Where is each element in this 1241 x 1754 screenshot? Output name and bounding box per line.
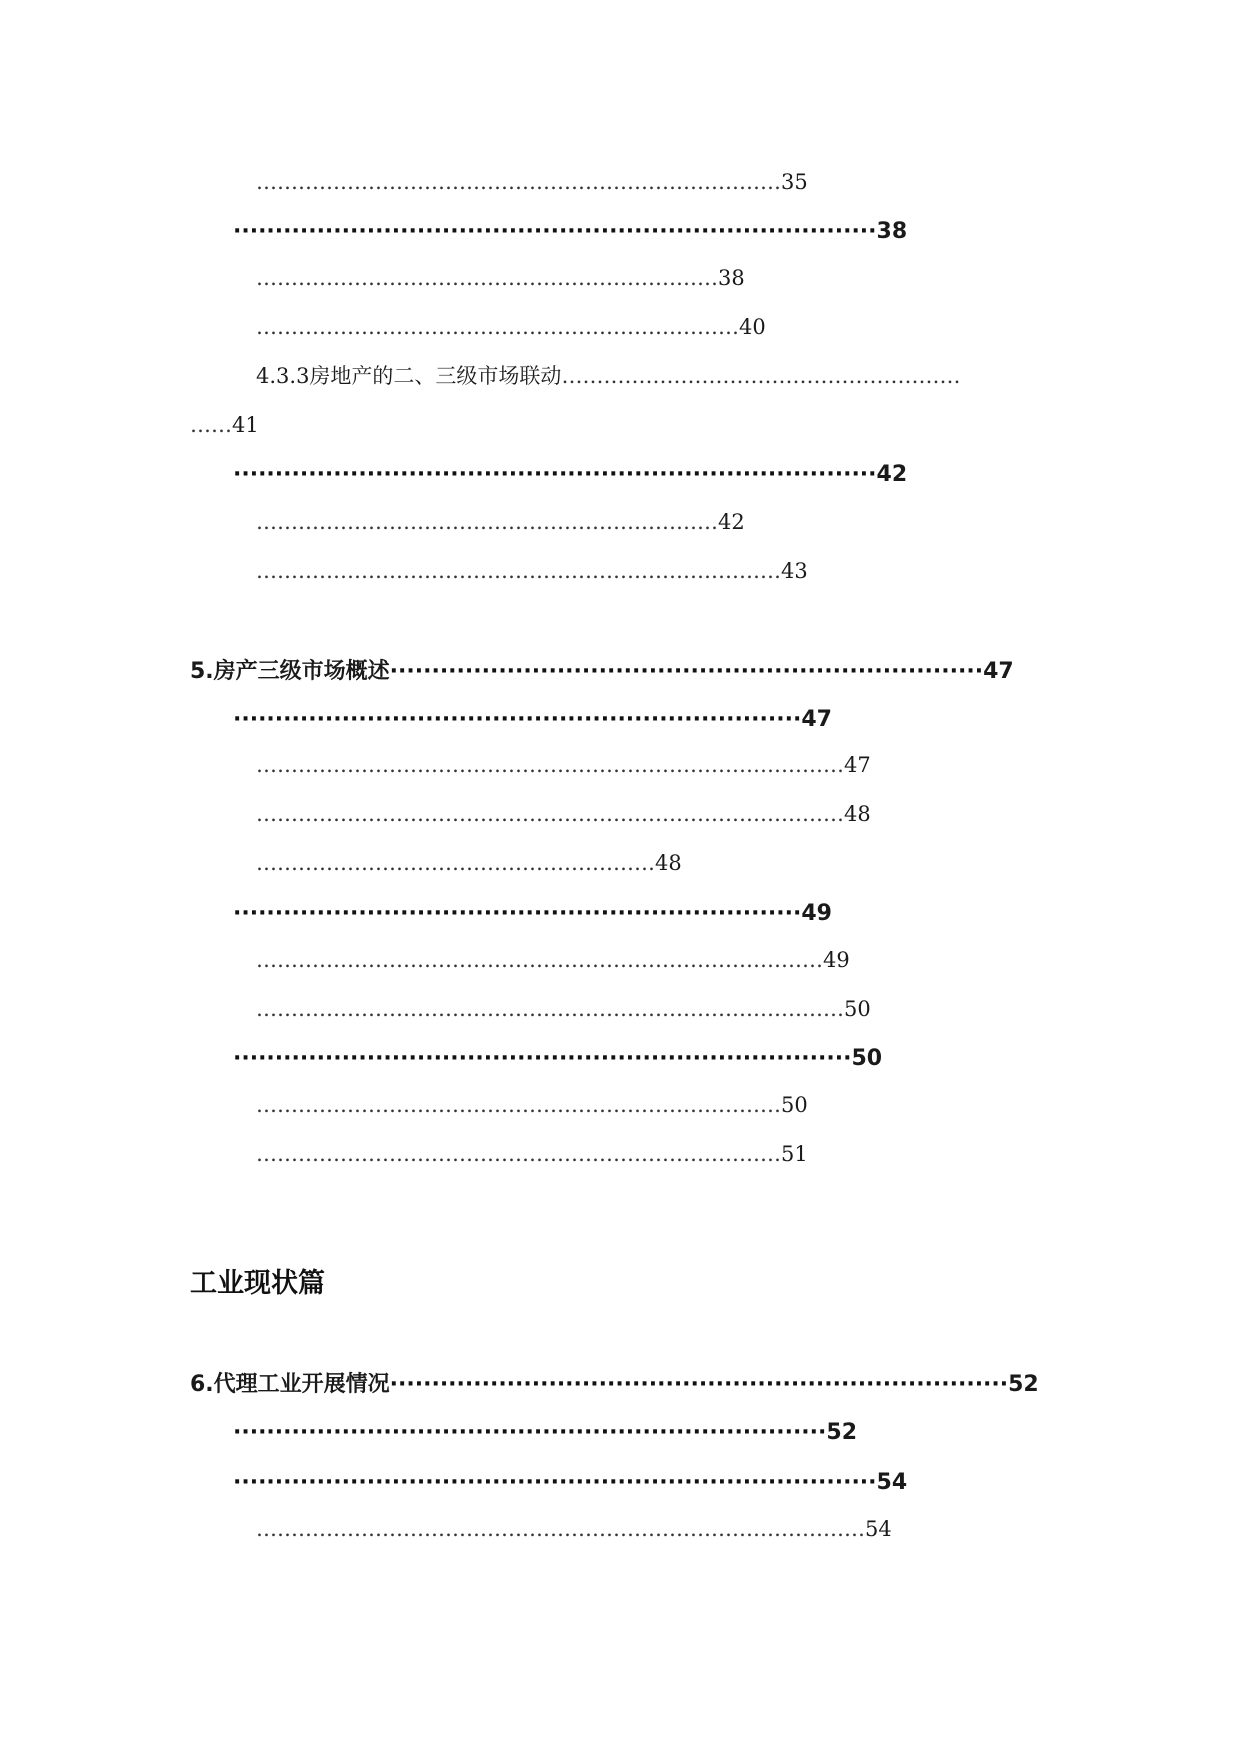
toc-page-number: 52 [1008, 1372, 1039, 1397]
toc-entry-continuation[interactable] [190, 410, 259, 440]
toc-entry[interactable] [233, 1468, 907, 1498]
toc-page-number: 35 [781, 170, 808, 194]
toc-leader: ············································································· [233, 462, 877, 487]
toc-page-number: 54 [865, 1517, 892, 1541]
toc-entry[interactable] [256, 167, 808, 197]
toc-page-number: 38 [718, 266, 745, 290]
toc-leader: ············································································· [233, 219, 877, 244]
toc-chapter-entry[interactable] [190, 657, 1014, 687]
toc-page-number: 40 [739, 315, 766, 339]
toc-leader: ………………………………………………………………………… [256, 753, 844, 777]
toc-entry[interactable] [256, 556, 808, 586]
toc-page-number: 50 [781, 1093, 808, 1117]
toc-leader: ………………………………………………………… [256, 510, 718, 534]
toc-page-number: 51 [781, 1142, 808, 1166]
toc-page-number: 50 [851, 1046, 883, 1071]
toc-leader: ······································································· [233, 1420, 827, 1445]
toc-leader: …………………………………………………………… [256, 315, 739, 339]
toc-entry[interactable] [256, 1514, 892, 1544]
toc-entry[interactable] [256, 312, 766, 342]
toc-entry[interactable] [256, 361, 960, 391]
toc-chapter-entry[interactable] [190, 1370, 1039, 1400]
toc-entry[interactable] [233, 217, 907, 247]
toc-entry[interactable] [256, 507, 745, 537]
toc-entry[interactable] [256, 994, 871, 1024]
toc-entry[interactable] [256, 750, 871, 780]
toc-leader: ………………………………………………………………… [256, 1142, 781, 1166]
toc-leader: ·········································································· [389, 1372, 1009, 1397]
toc-leader: ………………………………………………………………………… [256, 997, 844, 1021]
toc-entry[interactable] [256, 1139, 808, 1169]
toc-page-number: 48 [844, 802, 871, 826]
toc-entry[interactable] [256, 848, 682, 878]
toc-entry[interactable] [233, 460, 907, 490]
toc-title: 4.3.3房地产的二、三级市场联动 [256, 364, 562, 388]
toc-entry[interactable] [233, 1044, 882, 1074]
toc-entry[interactable] [256, 1090, 808, 1120]
toc-leader: ……………………………………………………………………… [256, 948, 823, 972]
toc-page-number: 42 [876, 462, 908, 487]
toc-page-number: 42 [718, 510, 745, 534]
toc-leader: ···································································· [233, 901, 802, 926]
toc-entry[interactable] [233, 1418, 857, 1448]
toc-page-number: 49 [823, 948, 850, 972]
toc-entry[interactable] [256, 799, 871, 829]
toc-leader: ·········································································· [233, 1046, 852, 1071]
toc-page-number: 49 [801, 901, 832, 926]
toc-title: 5.房产三级市场概述 [190, 659, 390, 684]
toc-page-number: 52 [826, 1420, 858, 1445]
toc-leader: ………………………………………………………………… [256, 1093, 781, 1117]
toc-leader: ………………………………………………………………… [256, 559, 781, 583]
toc-leader: ···································································· [233, 707, 802, 732]
toc-leader: …………………………………………………………………………… [256, 1517, 865, 1541]
toc-leader: ………………………………………………… [561, 364, 961, 388]
toc-page-number: 38 [876, 219, 908, 244]
toc-leader: …… [190, 413, 232, 437]
toc-leader: ………………………………………………… [256, 851, 655, 875]
toc-page-number: 43 [781, 559, 808, 583]
toc-entry[interactable] [256, 945, 850, 975]
toc-title: 6.代理工业开展情况 [190, 1372, 390, 1397]
toc-page-number: 47 [844, 753, 871, 777]
toc-entry[interactable] [256, 263, 745, 293]
toc-entry[interactable] [233, 899, 832, 929]
toc-page-number: 54 [876, 1470, 908, 1495]
toc-page-number: 47 [801, 707, 832, 732]
toc-leader: ············································································· [233, 1470, 877, 1495]
toc-leader: ………………………………………………………………… [256, 170, 781, 194]
toc-page-number: 48 [655, 851, 682, 875]
toc-leader: ………………………………………………………………………… [256, 802, 844, 826]
toc-entry[interactable] [233, 705, 832, 735]
section-heading: 工业现状篇 [190, 1268, 325, 1299]
toc-page-number: 41 [232, 413, 259, 437]
toc-leader: ······································································· [389, 659, 984, 684]
toc-page-number: 47 [983, 659, 1014, 684]
toc-page-number: 50 [844, 997, 871, 1021]
toc-leader: ………………………………………………………… [256, 266, 718, 290]
